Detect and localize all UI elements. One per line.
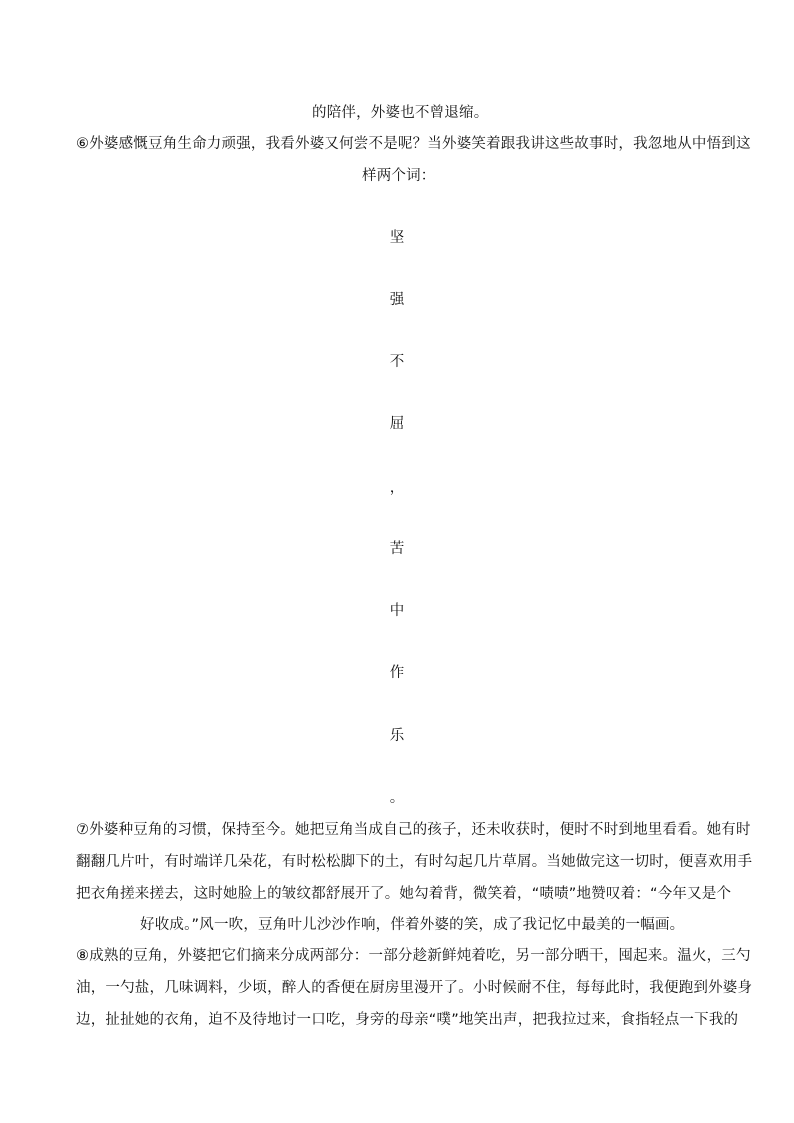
vertical-char: 坚: [389, 230, 405, 246]
paragraph-8-line-2: 油，一勺盐，几味调料，少顷，醉人的香便在厨房里漫开了。小时候耐不住，每每此时，我便跑到外婆身: [76, 980, 753, 996]
paragraph-7-line-4: 好收成。”风一吹，豆角叶儿沙沙作响，伴着外婆的笑，成了我记忆中最美的一幅画。: [140, 917, 685, 933]
paragraph-6-line-2: 样两个词：: [362, 168, 436, 184]
vertical-char: 强: [389, 292, 405, 308]
vertical-char: 屈: [389, 416, 405, 432]
paragraph-7-line-3: 把衣角搓来搓去，这时她脸上的皱纹都舒展开了。她勾着背，微笑着，“啧啧”地赞叹着：“今年又是个: [76, 886, 732, 902]
paragraph-8-line-3: 边，扯扯她的衣角，迫不及待地讨一口吃，身旁的母亲“噗”地笑出声，把我拉过来，食指轻点一下我的: [76, 1012, 739, 1028]
vertical-char: 苦: [389, 541, 405, 557]
vertical-char: 不: [389, 354, 405, 370]
paragraph-6-line-1: ⑥外婆感慨豆角生命力顽强，我看外婆又何尝不是呢？当外婆笑着跟我讲这些故事时，我忽地从中悟到这: [76, 136, 751, 152]
paragraph-8-line-1: ⑧成熟的豆角，外婆把它们摘来分成两部分：一部分趁新鲜炖着吃，另一部分晒干，囤起来。温火，三勺: [76, 948, 751, 964]
paragraph-7-line-2: 翻翻几片叶，有时端详几朵花，有时松松脚下的土，有时勾起几片草屑。当她做完这一切时，便喜欢用手: [76, 854, 753, 870]
vertical-char: 乐: [389, 728, 405, 744]
vertical-char: 。: [389, 790, 405, 806]
paragraph-5-tail: 的陪伴，外婆也不曾退缩。: [312, 105, 489, 121]
vertical-char: ，: [389, 480, 405, 496]
vertical-char: 中: [389, 603, 405, 619]
vertical-char: 作: [389, 665, 405, 681]
paragraph-7-line-1: ⑦外婆种豆角的习惯，保持至今。她把豆角当成自己的孩子，还未收获时，便时不时到地里看看。她有时: [76, 822, 751, 838]
